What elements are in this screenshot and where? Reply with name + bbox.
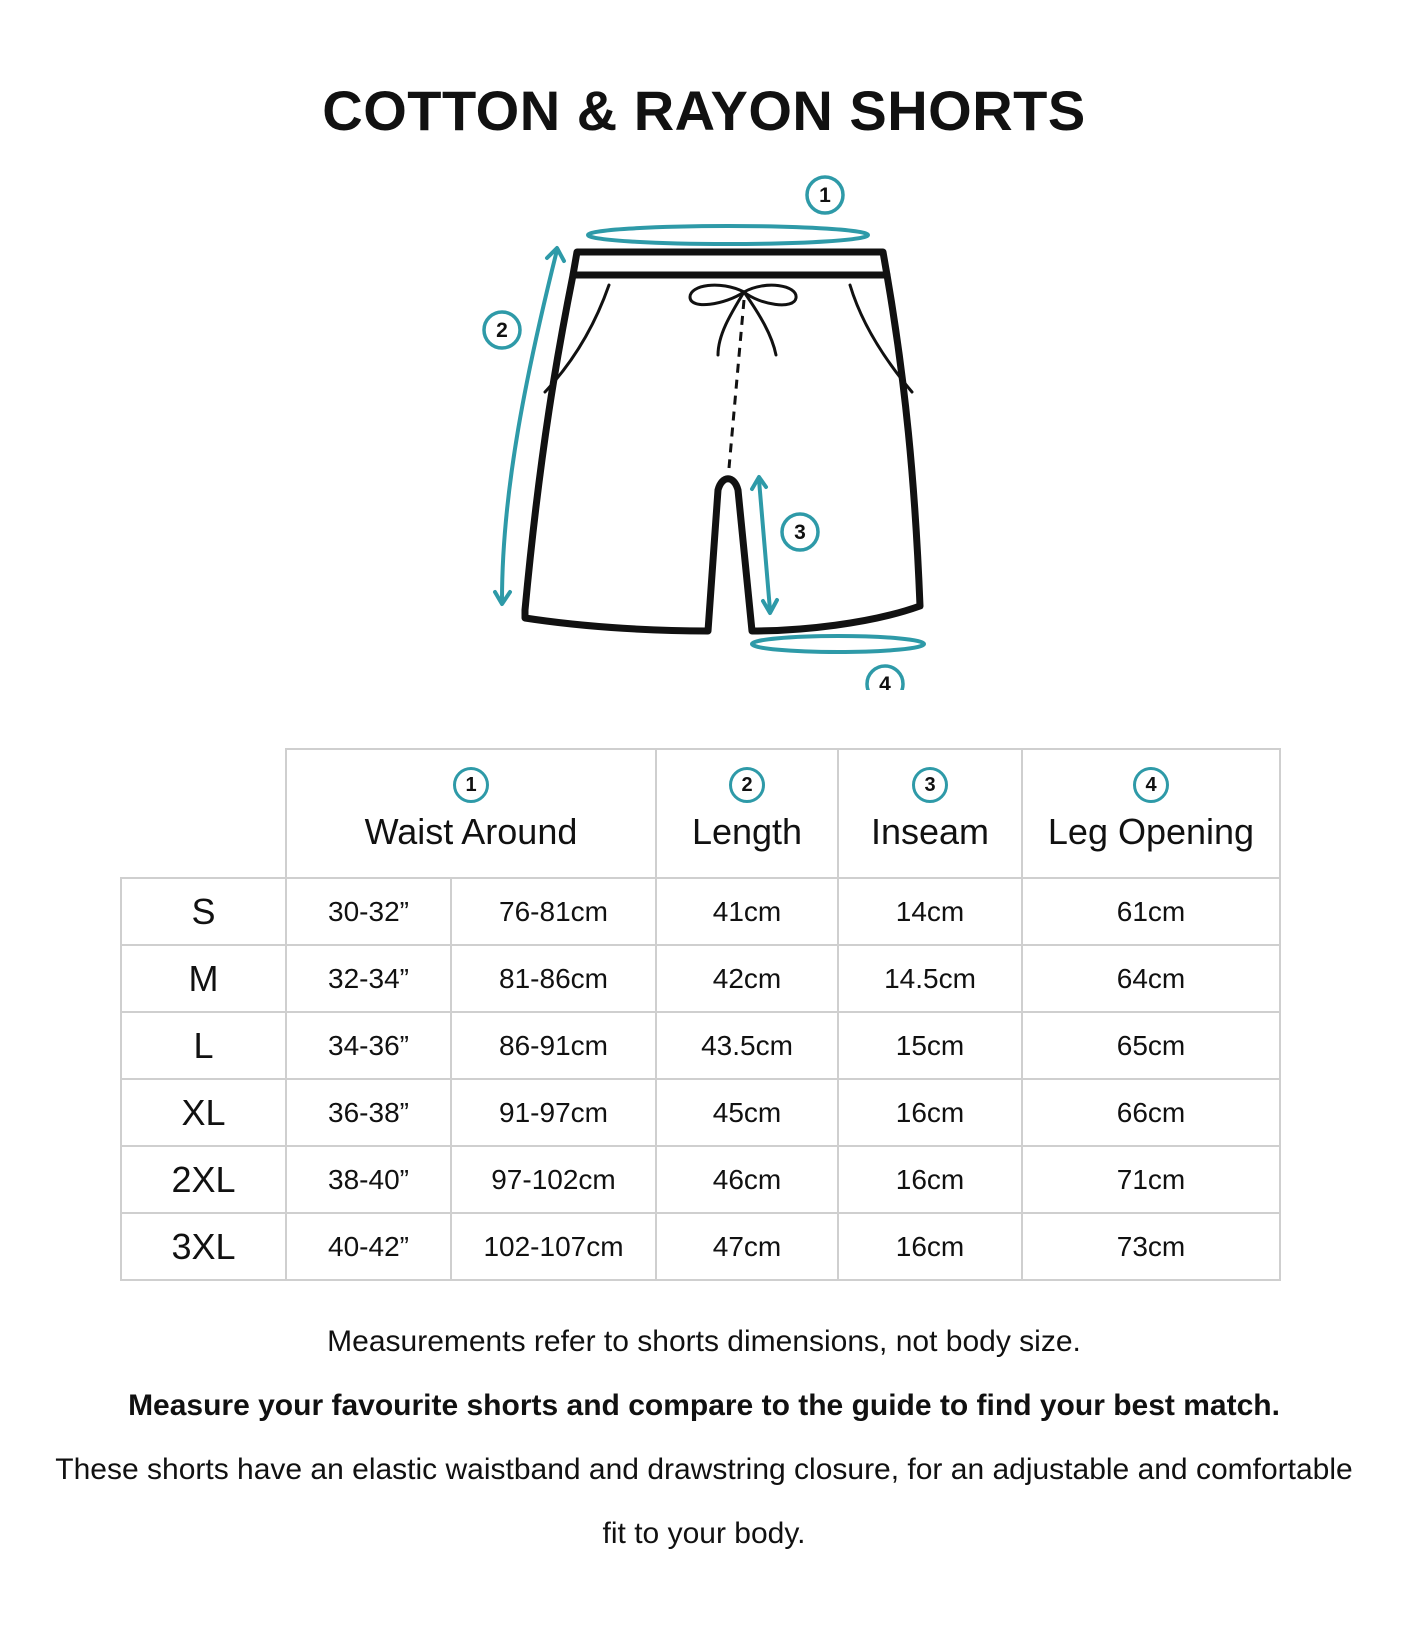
inseam-measure-arrow — [752, 477, 777, 613]
inseam-cell: 16cm — [838, 1146, 1022, 1213]
header-length — [656, 749, 838, 878]
waist-in-cell: 36-38” — [286, 1079, 451, 1146]
leg-opening-cell: 61cm — [1022, 878, 1280, 945]
waist-cm-cell: 97-102cm — [451, 1146, 656, 1213]
header-marker-4-icon: 4 — [1133, 767, 1169, 803]
waist-in-cell: 40-42” — [286, 1213, 451, 1280]
inseam-cell: 15cm — [838, 1012, 1022, 1079]
table-row — [121, 1146, 1280, 1213]
header-marker-1-icon: 1 — [453, 767, 489, 803]
waist-cm-cell: 91-97cm — [451, 1079, 656, 1146]
length-cell: 43.5cm — [656, 1012, 838, 1079]
header-inseam — [838, 749, 1022, 878]
table-header-row — [121, 749, 1280, 878]
leg-opening-cell: 71cm — [1022, 1146, 1280, 1213]
table-row — [121, 1213, 1280, 1280]
header-label: Waist Around — [364, 811, 578, 852]
svg-text:1: 1 — [819, 184, 831, 207]
inseam-cell: 16cm — [838, 1213, 1022, 1280]
svg-text:4: 4 — [879, 673, 891, 690]
size-cell: 3XL — [121, 1213, 286, 1280]
svg-text:2: 2 — [496, 319, 508, 342]
length-cell: 46cm — [656, 1146, 838, 1213]
inseam-cell: 16cm — [838, 1079, 1022, 1146]
leg-opening-measure-ring — [752, 636, 924, 652]
marker-1-icon — [807, 177, 843, 213]
length-cell: 42cm — [656, 945, 838, 1012]
leg-opening-cell: 65cm — [1022, 1012, 1280, 1079]
waist-measure-ring — [588, 226, 868, 244]
length-cell: 45cm — [656, 1079, 838, 1146]
length-cell: 47cm — [656, 1213, 838, 1280]
waist-in-cell: 34-36” — [286, 1012, 451, 1079]
length-cell: 41cm — [656, 878, 838, 945]
waist-cm-cell: 102-107cm — [451, 1213, 656, 1280]
waist-cm-cell: 76-81cm — [451, 878, 656, 945]
inseam-cell: 14cm — [838, 878, 1022, 945]
marker-3-icon — [782, 514, 818, 550]
size-cell: S — [121, 878, 286, 945]
header-label: Length — [691, 811, 803, 852]
note-measure-advice: Measure your favourite shorts and compare to the guide to find your best match. — [128, 1389, 1280, 1422]
size-cell: L — [121, 1012, 286, 1079]
header-leg-opening — [1022, 749, 1280, 878]
header-marker-2-icon: 2 — [729, 767, 765, 803]
header-label: Inseam — [870, 811, 990, 852]
note-dimensions: Measurements refer to shorts dimensions, not body size. — [327, 1325, 1081, 1358]
svg-text:3: 3 — [794, 521, 806, 544]
leg-opening-cell: 64cm — [1022, 945, 1280, 1012]
table-row — [121, 1012, 1280, 1079]
corner-cell — [121, 749, 286, 878]
leg-opening-cell: 66cm — [1022, 1079, 1280, 1146]
waist-cm-cell: 86-91cm — [451, 1012, 656, 1079]
header-marker-3-icon: 3 — [912, 767, 948, 803]
waist-in-cell: 30-32” — [286, 878, 451, 945]
size-chart-table — [120, 748, 1281, 1281]
table-row — [121, 878, 1280, 945]
size-cell: 2XL — [121, 1146, 286, 1213]
waist-in-cell: 38-40” — [286, 1146, 451, 1213]
note-fit-description: These shorts have an elastic waistband and drawstring closure, for an adjustable and comfortable fit to your body. — [55, 1453, 1353, 1550]
header-label: Leg Opening — [1047, 811, 1255, 852]
shorts-diagram — [0, 150, 1408, 690]
waist-cm-cell: 81-86cm — [451, 945, 656, 1012]
inseam-cell: 14.5cm — [838, 945, 1022, 1012]
page-title: COTTON & RAYON SHORTS — [322, 79, 1086, 142]
waist-in-cell: 32-34” — [286, 945, 451, 1012]
measurement-notes — [0, 1310, 1408, 1566]
size-cell: M — [121, 945, 286, 1012]
center-seam — [729, 300, 744, 468]
header-waist — [286, 749, 656, 878]
leg-opening-cell: 73cm — [1022, 1213, 1280, 1280]
marker-2-icon — [484, 312, 520, 348]
table-row — [121, 1079, 1280, 1146]
table-row — [121, 945, 1280, 1012]
marker-4-icon — [867, 666, 903, 690]
size-cell: XL — [121, 1079, 286, 1146]
shorts-outline — [525, 252, 920, 631]
